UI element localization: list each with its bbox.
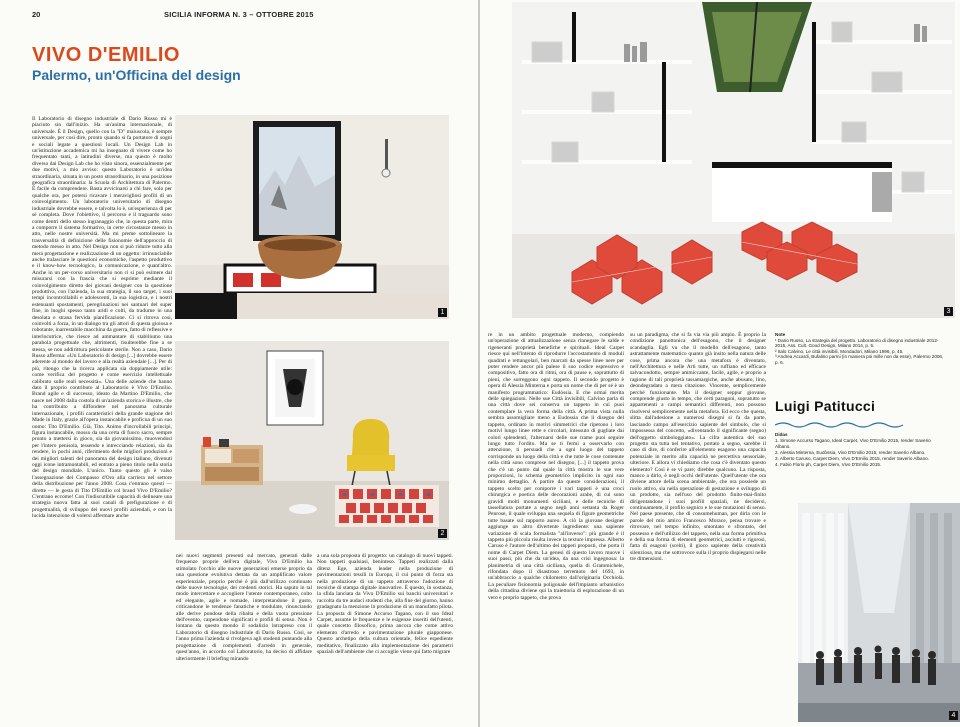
article-title: VIVO D'EMILIO [32, 44, 180, 66]
credit-3: 3. Alberto Caruso, Carpet Diem, Vivo D'Emilio 2015, render Saverio Albano. [775, 456, 929, 461]
photo-credits [775, 432, 945, 468]
footnote-3: ³ Andrea Accardi, Bufalino parmi (in maniera poi mille non da esse), Palermo 2006, p. 6. [775, 354, 944, 365]
running-title: SICILIA INFORMA N. 3 – OTTOBRE 2015 [164, 10, 314, 19]
photo-bookcase-room-image [512, 2, 955, 318]
body-text: nei nuovi segmenti presenti sul mercato, generati dalle frequenze proprie dell'era digitale, Vivo D'Emilio ha stimolato l'occhio alle nuove generazioni emerse proprio da una questione evolutiva dettata da un amplificato valore esperienziale, proprio perché è più dall'utilizzo continuato delle nuove tecnologie, dei credenti storici. Ha saputo in tal modo intercettare e accogliere l'utente contemporaneo, colto ed elegante, agile e nomade, interpretandone il gusto, criticandone le tendenze fanatiche e modulate, rinunciando alle derive pondose della ribalta e della vuota pressione dell'evento, carpendone significati e profili di senso. Non è lontano da questo mondo il sodalizio intrapreso con il Laboratorio di disegno industriale di Dario Russo. Così, se l'anno prima l'azienda si rivolgeva agli studenti puntando alla progettazione di complementi d'arredo in generale, quest'anno, in accordo col Laboratorio, ha deciso di affidare ulteriormente il briefing mirando [176, 553, 312, 662]
photo-bookcase-room [512, 2, 955, 318]
photo-number-4: 4 [949, 711, 958, 720]
credit-1: 1. Simone Accurso Tagano, Ideal Carpet, Vivo D'Emilio 2015, render Saverio Albano. [775, 438, 931, 449]
right-page [480, 0, 960, 727]
credit-2: 2. Alessia Minterna, Eudòssia, Vivo D'Emilio 2015, render Saverio Albano. [775, 450, 926, 455]
text-column-3 [317, 553, 453, 721]
credit-4: 4. Fabio Florio ph, Carpet Diem, Vivo D'Emilio 2015. [775, 462, 882, 467]
photo-living-room-image [175, 341, 449, 540]
text-column-6 [775, 520, 911, 720]
body-text: Il Laboratorio di disegno industriale di Dario Russo mi è piaciuto sin dall'inizio. Ha un'anima internazionale, di universale. È il Design, quello con la "D" maiuscola, è sempre universale, per così dire, pronto quando si fa portatore di sogni e sociali legate a questioni locali. Un Design Lab in un'istituzione accademica mi ha insegnato di vivere come ho frequentato tanti, a latitudini diverse, ma questo è molto diverso dai Design Lab che ho visto sinora, essenzialmente per due motivi, a mio avviso: questo Laboratorio è un'idea straordinaria, situata in un posto straordinario, in una posizione geografica straordinaria: la Scuola di Architettura di Palermo. È facile da comprendere. Basta avvicinarsi a chi fare, solo per qualche ora, per potersi ricavare i meravigliosi profili di un coinvolgimento. Un laboratorio universitario di disegno industriale dovrebbe essere, e talvolta lo è, un'esperienza di per sé completa. Dove l'obiettivo, il percorso e il traguardo sono come dentri dello stesso ingranaggio che, in questa parte, mira a comporre il sistema formativo, in certe circostanze messo in atto, nelle nostre università. Ma mi preme sottolineare la trasversalità di definizione delle fisionomie dell'approccio di metodo messo in atto. Nel Design non si può ridurre tutto alla mera progettazione e realizzazione di un oggetto: irrinunciabile anche tralasciare le questioni economiche, l'aspetto produttivo e il know-how tecnologico, la comunicazione, e quant'altro. Anche in un per-corso universitario non ci si può esimere dal misurarsi con la frascia che si esprime mediante il coinvolgimento diretto dei giovani designer con la questione produttiva, con l'azienda, la sua strategia, il suo target, i suoi tempi incontrollabili e adolescenti, la sua logistica, e i nostri estenuanti spostamenti, peregrinazioni nei santuari del super fine, in luoghi spesso tanto aridi e colti, da tradurne in una desolata e strana fervida pianificazione. Ci si ritrova così, coinvolti a forza, in un dialogo tra gli attori di questa gioiosa e robotante, inarrestabile macchina da guerra, fatto di reflessive e interlocutrice, che riesce ad ammantare di stabiliumo una parabola progettuale che, altrimenti, risulterebbe fine a se stessa, se non addirittura pericolante sterile. Non a caso, Dario Russo afferma: «Un Laboratorio di design [...] dovrebbe essere aderente al mondo del lavoro e alla realtà aziendale [...]. Per di più, ritengo che la ricerca applicata sia doppiamente utile: come verifica del progetto e come esercizio intellettuale calibrato sulle reali necessità». Una delle aziende che hanno dato il proprio contributo al Laboratorio è Vivo D'Emilio. Brand agile e di successo, ideato da Martino D'Emilio, che nasce nel 2008 dalla costola di un'azienda storica e illustre, che ha contribuito a diffondere nel panorama culturale internazionale, i profili caratteristici della grande stagione del Made in Italy, grazie all'opera instancabile e proficua di un suo uomo: Tito D'Emilio. Già, Tito. Animo d'incrollabili principi, figura instancabile, mosso da una certa di fuoco sacro, sempre pronto a mettersi in gioco, sia da giovanissimo, muovendosi per l'intero penisola, tessendo e intrecciando relazioni, sia da rendere, in pochi anni, riferimento delle migliori produzioni e dei migliori talenti del panorama del design italiano, divenuti oggi icone intramontabili, ed entrato a pieno titolo nella storia del design mondiale. L'unico. Tanto questo gli è valso l'assegnazione del Compasso d'Oro alla carriera nel settore della distribuzione per l'anno 2008. Cosa c'entrano questi — dirette — le gesta di Tito D'Emilio col brand Vivo D'Emilio? C'entrano eccome! Con l'indiscutibile capacità di delineare una strategia nuova fatta ai suoi canali di prefigurazione e di progettualità, di sviluppo dei nuovi profili aziendali, e con la lucida intenzione di volersi affermare anche [32, 116, 172, 520]
body-text: su un paradigma, che si fa via via più ampio. È proprio la condizione panottonica dell'esagono, che il designer scandaglia. Egli vu che il modello dell'esagono, tanto astrattamente matematico quanto già insito nella natura delle cose, prima ancora che una metafora è diventato, nell'Architettura e nelle Arti tutte, un ruffiano ed efficace salvacondotto, sempre ammiccante, facile, agile, e proprio a ragione di tali proprietà tassamargiche, anche abusato, lino, deondegradato a mera citazione. Vincente, semplicemente perché funzionante. Ma il designer seppur giovane, comprende giusto in tempo, che certi paragoni, sopratutto se appartenenti a campi semantici differenti, non possono risolversi semplicemente nella metafora. Ed ecco che questa, slitta dall'adesione a numerosi disegni si fa da parte, lasciando campo all'esercizio sapiente del simbolo, che si impossessa del concetto, «diventando il significante (segno) dell'oggetto simbologgiato». La cifra autentica del suo progetto sta tutta nel tentativo, portato a segno, sarebbe il caso di dire, di conferire all'elemento esagono una capacità potenziale in merito alla capacità ne percettiva sensoriale, ulteriore. E allora vi chiediamo che cosa c'è diventato questo elemento? Così è se vi pare; direbbe qualcuno. La risposta, manco a dirlo, è negli occhi dell'utente. Quell'utente che ora diviene attore della scena ambientale, che ora possiede un ruolo attivo, sia nella operazione di gestazione e sviluppo di un prodotto, sia nell'uso del prodotto finito-mai-finito dirigentandone i suoi profili spaziali, ne decidersi, continuamente, il profilo segnico e le sue mutazioni di senso. Nel paese presente, che di consumehuman, per dirla con le parole del mio amico Francesco Morace, pensa trovare e ritrovare, nel tempo infinito, smontato e sfrontato, del possesso e dell'utilizzo del tappeto, nella sua forma primitiva e della sua forma di elementi geometrici, asciutti e rigorosi, fatta di esagoni (scelti), il gioco sapiente della creatività silenziosa, ma che sottrovoce sulla il proprio dispiegarsi nelle tre dimensioni. [630, 332, 766, 563]
photo-bathroom [175, 115, 449, 319]
page-number: 20 [32, 10, 41, 19]
photo-number-3: 3 [944, 307, 953, 316]
text-column-1 [32, 116, 172, 721]
footnotes [775, 332, 945, 366]
left-page [0, 0, 478, 727]
article-subtitle: Palermo, un'Officina del design [32, 67, 241, 83]
photo-living-room [175, 341, 449, 540]
signature-wave-icon [775, 421, 905, 429]
body-text: re in un ambito progettuale moderno, compiendo un'operazione di attualizzazione senza rinnegare le salde e rigeneranti proprietà benefiche e spirituali. Ideal Carpet riesce qui nell'intento di riprodurre l'accostamento di moduli quadrati e rettangolari, ben marcati da spesse linee nere per poter rendere ancor più palese il suo codice espressivo e compositivo, fatto ora di ritmi, ora di pause e, soprattutto di pieni, che sorreggono ogni tappeto. Il secondo progetto è opera di Alessia Minterna e porta un nome che di per sé è un manifesto programmatico: Eudòssia. E che ormai merita delle spiegazioni. Nelle sue Città invisibili, Calvino parla di una città dove sei conserva un tappeto in cui puoi contemplare la vera forma della città. A prima vista nulla sembra assomigliare meno a Eudossia che il disegno del tappeto, ordinato in motivi simmetrici che ripetono i loro motivi lungo linee rette e circolari, intessuto di gugliate dai colori splendenti, l'alternarsi delle sue trame puoi seguire lungo tutto l'ordito. Ma se ti fermi a osservarlo con attenzione, ti persuadi che a ogni luogo del tappeto corrisponde un luogo della città e che tutte le cose contenute nella città sono comprese nel disegno, [...] il tappeto prova che c'è un punto dal quale la città mostra le sue vere proporzioni, lo schema geometrico implicito in ogni suo minimo dettaglio. A partire da queste considerazioni, il tappeto scelto per comporre i vari tappeti è una croci chirurgica e poetica delle decorazioni arabe, di cui sono gravidi molti monumenti siciliani, e delle tecniche di tassellatura portate a segno negli anni settanta da Roger Penrose, il quale sviluppa una sequela di figure geometriche tutte basate sul rapporto aureo. A ciò la giovane designer aggiunge un altro divertente ingrediente: una sapiente variazione di scala formalista "all'inverso": più grande è il tappeto più piccola risulta invece la texture impressa. Alberto Caruso è l'autore dell'ultimo dei tappeti proposti, che porta il nome di Carpet Diem. La genesi di questo lavoro muove i suoi passi, più che da un'idea, da una crisi ingegnosa: la planimetria di una città siciliana, quella di Grammichele, rifondata dopo il disastroso terremoto del 1693, in un'abbraccio a qualche chilometro dall'originaria Occhiolà. La peculiare fisionomia poligonale dell'impianto urbanistico della cittadina diviene qui la traiettoria di esplorazione di un vero e proprio tappeto, che prova [488, 332, 624, 601]
author-signature [775, 398, 905, 426]
text-column-2 [176, 553, 312, 721]
footnotes-heading: Note [775, 332, 786, 337]
body-text: a una sola proposta di progetto: un catalogo di nuovi tappeti. Non tappeti qualsiasi, beninteso. Tappeti realizzati dalla ditenz Ege, azienda leader nella produzione di pavimentazioni tessili in Europa, il cui punto di forza sta nella produzione di un tappeto attraverso l'adozione di tecniche di stampa digitale innovative. È questo, in sostanza, la sfida lanciata da Vivo D'Emilio sui banchi universitari e raccolta da tre audaci studenti che, alla fine del giorno, hanno gradagnato la menzione in produzione di un manufatto pilota. La proposta di Simone Accurso Tagano, con il suo Ideal Carpet, assume le frequenze e le esigenze inseriti dell'utenti, quale concetto filosofico, prima ancora che come attivo elemento d'arredo e pavimentazione plurale giapponese. Questo archetipo della cultura orientale, felice espediente meditativo, finalizzato alla implementazione dei parametri spaziali dell'ambiente che ci accoglie viene qui fatto migrare [317, 553, 453, 656]
footnote-1: ¹ Dario Russo, La strategia del progetto. Laboratorio di disegno industriale 2012-2015, Ass. Cult. Good Design, Milano 2014, p. 5. [775, 337, 939, 349]
credits-heading: Didas [775, 432, 788, 437]
author-name: Luigi Patitucci [775, 398, 876, 414]
text-column-5 [630, 332, 766, 722]
footnote-2: ² Italo Calvino, Le città invisibili, Mondadori, Milano 1996, p. 45. [775, 348, 904, 354]
text-column-4 [488, 332, 624, 722]
photo-number-1: 1 [438, 308, 447, 317]
photo-bathroom-image [175, 115, 449, 319]
page-header [32, 8, 468, 22]
photo-number-2: 2 [438, 529, 447, 538]
